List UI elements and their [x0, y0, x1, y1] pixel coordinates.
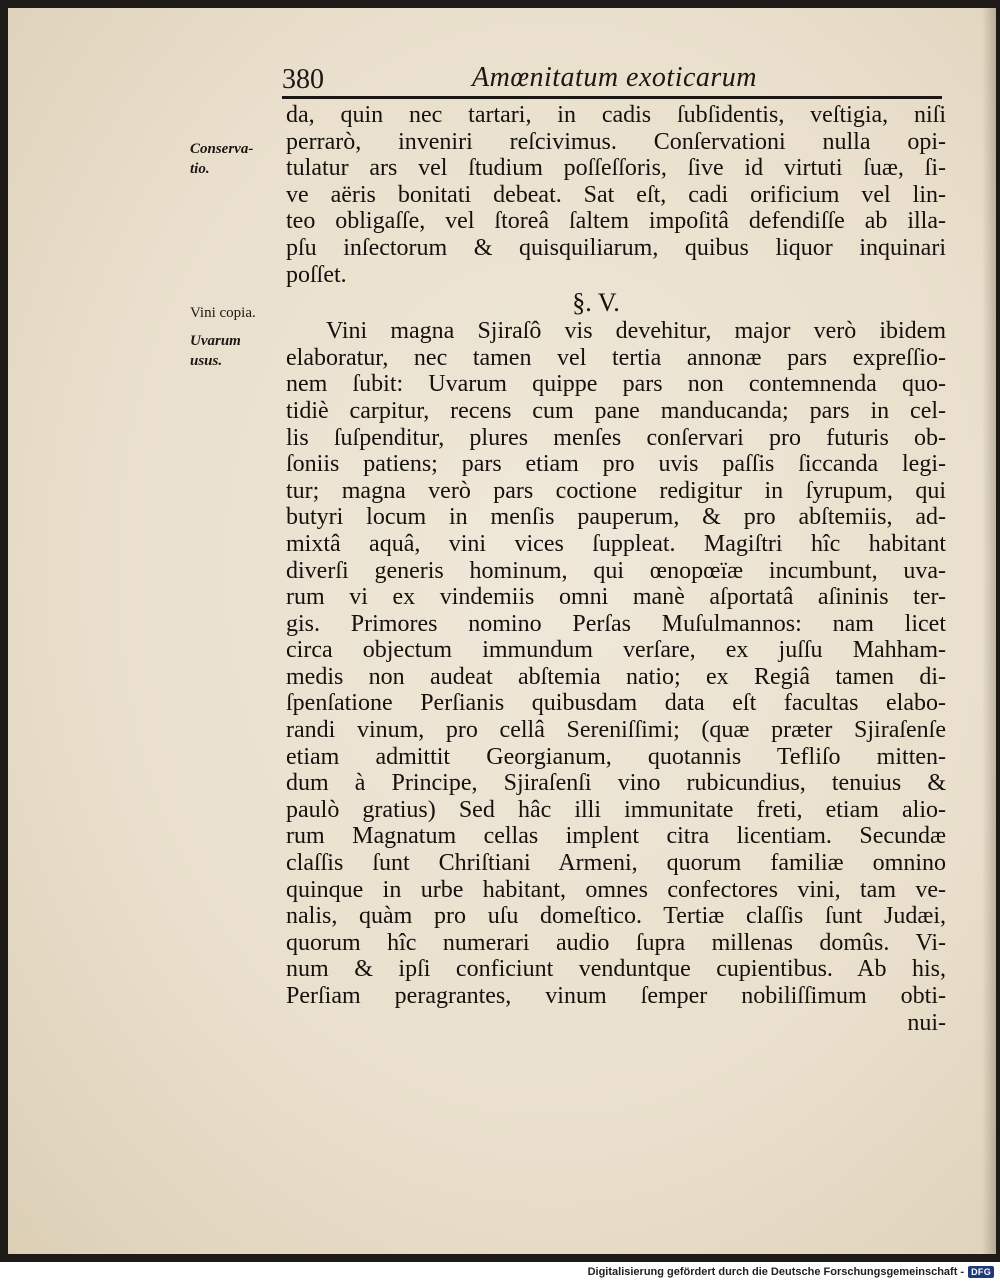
text-line: claſſis ſunt Chriſtiani Armeni, quorum familiæ omnino: [286, 850, 946, 877]
text-line: etiam admittit Georgianum, quotannis Tefliſo mitten-: [286, 743, 946, 770]
text-line: rum Magnatum cellas implent citra licentiam. Secundæ: [286, 823, 946, 850]
page-number: 380: [282, 64, 324, 95]
text-line: mixtâ aquâ, vini vices ſuppleat. Magiſtri hîc habitant: [286, 530, 946, 557]
catchword: nui-: [907, 1009, 946, 1036]
text-line: diverſi generis hominum, qui œnopœïæ incumbunt, uva-: [286, 557, 946, 584]
text-line: ve aëris bonitati debeat. Sat eſt, cadi orificium vel lin-: [286, 181, 946, 208]
text-line: gis. Primores nomino Perſas Muſulmannos: nam licet: [286, 610, 946, 637]
text-line: quorum hîc numerari audio ſupra millenas domûs. Vi-: [286, 929, 946, 956]
margin-note-vini-copia: Vini copia.: [190, 305, 256, 321]
text-line: perrarò, inveniri reſcivimus. Conſervationi nulla opi-: [286, 128, 946, 155]
text-line: lis ſuſpenditur, plures menſes conſervari pro futuris ob-: [286, 424, 946, 451]
main-text: [286, 102, 946, 1036]
text-line: teo obligaſſe, vel ſtoreâ ſaltem impoſitâ defendiſſe ab illa-: [286, 208, 946, 235]
text-line: ſpenſatione Perſianis quibusdam data eſt facultas elabo-: [286, 690, 946, 717]
text-line: paulò gratius) Sed hâc illi immunitate freti, etiam alio-: [286, 796, 946, 823]
margin-note-conservatio-1: Conserva-: [190, 141, 254, 157]
text-line: nem ſubit: Uvarum quippe pars non contemnenda quo-: [286, 371, 946, 398]
footer-text: Digitalisierung gefördert durch die Deutsche Forschungsgemeinschaft -: [587, 1266, 965, 1278]
text-line: ſoniis patiens; pars etiam pro uvis paſſis ſiccanda legi-: [286, 451, 946, 478]
text-line: tidiè carpitur, recens cum pane manducanda; pars in cel-: [286, 397, 946, 424]
margin-note-usus: usus.: [190, 353, 223, 369]
page-header: [282, 60, 942, 100]
text-line: dum à Principe, Sjiraſenſi vino rubicundius, tenuius &: [286, 770, 946, 797]
text-line: tulatur ars vel ſtudium poſſeſſoris, ſive id virtuti ſuæ, ſi-: [286, 155, 946, 182]
text-line: butyri locum in menſis pauperum, & pro abſtemiis, ad-: [286, 504, 946, 531]
text-line: quinque in urbe habitant, omnes confectores vini, tam ve-: [286, 876, 946, 903]
text-line: pſu inſectorum & quisquiliarum, quibus liquor inquinari: [286, 234, 946, 261]
text-line: elaboratur, nec tamen vel tertia annonæ pars expreſſio-: [286, 344, 946, 371]
text-line: poſſet.: [286, 261, 347, 288]
text-line: Perſiam peragrantes, vinum ſemper nobiliſſimum obti-: [286, 983, 946, 1009]
text-line: randi vinum, pro cellâ Sereniſſimi; (quæ præter Sjiraſenſe: [286, 717, 946, 744]
text-line: tur; magna verò pars coctione redigitur in ſyrupum, qui: [286, 477, 946, 504]
text-line: rum vi ex vindemiis omni manè aſportatâ aſininis ter-: [286, 584, 946, 611]
header-rule: [282, 96, 942, 99]
text-line: circa objectum immundum verſare, ex juſſu Mahham-: [286, 637, 946, 664]
margin-note-conservatio-2: tio.: [190, 161, 210, 177]
margin-note-uvarum: Uvarum: [190, 333, 241, 349]
text-line: medis non audeat abſtemia natio; ex Regiâ tamen di-: [286, 663, 946, 690]
digitization-footer: [588, 1266, 994, 1278]
running-title: Amœnitatum exoticarum: [472, 62, 758, 93]
dfg-logo-icon: DFG: [968, 1266, 994, 1278]
text-line: num & ipſi conficiunt venduntque cupientibus. Ab his,: [286, 956, 946, 983]
text-line: nalis, quàm pro uſu domeſtico. Tertiæ claſſis ſunt Judæi,: [286, 903, 946, 930]
text-line: Vini magna Sjiraſô vis devehitur, major verò ibidem: [326, 318, 946, 345]
section-heading: §. V.: [572, 288, 620, 318]
text-line: da, quin nec tartari, in cadis ſubſidentis, veſtigia, niſi: [286, 102, 946, 128]
page-edge-shadow: [982, 8, 996, 1254]
